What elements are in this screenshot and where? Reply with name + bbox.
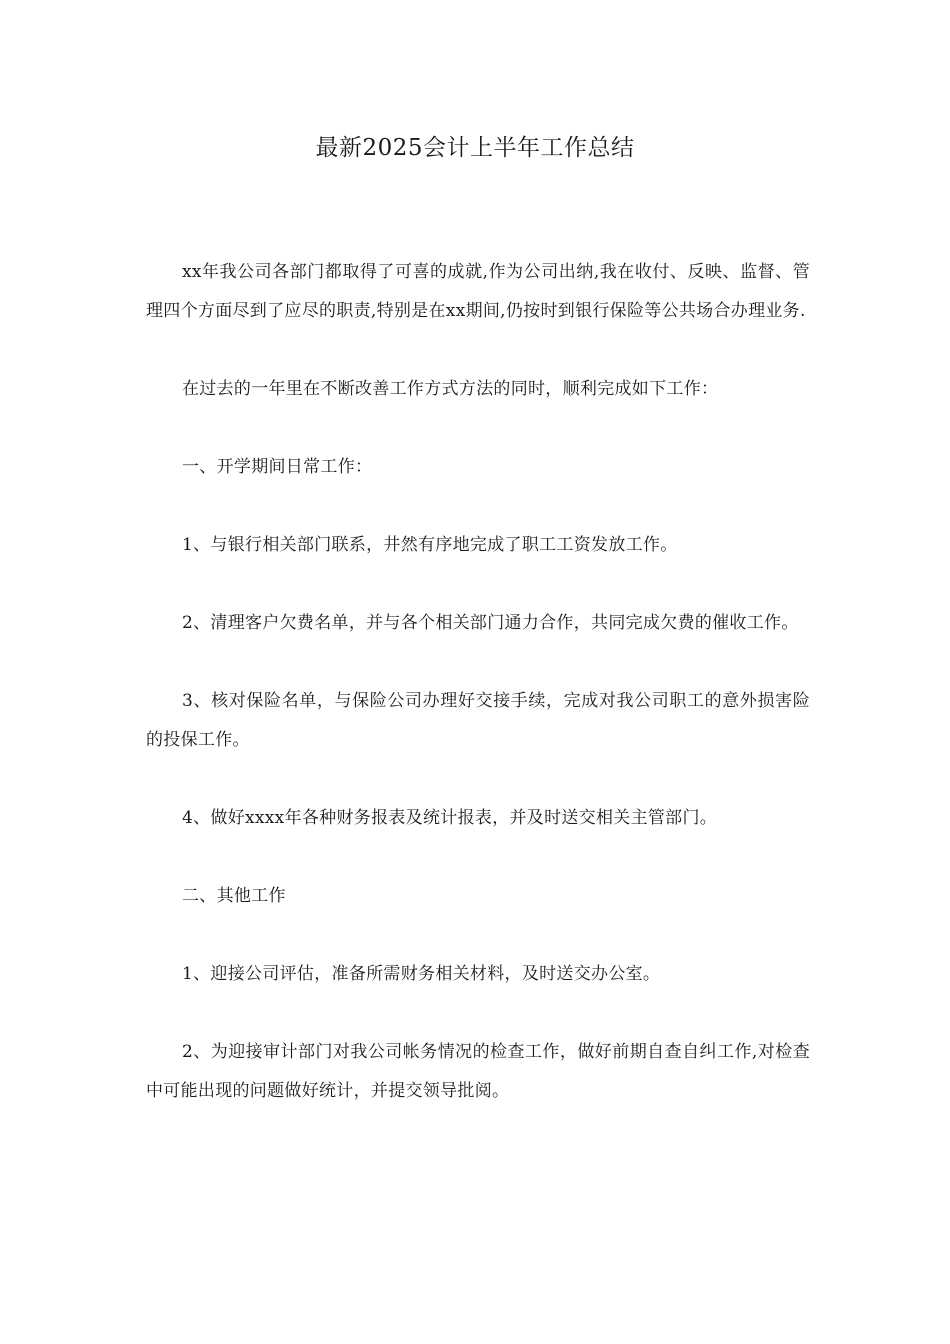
list-item-evaluation: 1、迎接公司评估，准备所需财务相关材料，及时送交办公室。: [182, 964, 661, 984]
document-title: 最新2025会计上半年工作总结: [315, 135, 635, 161]
list-item-arrears: 2、清理客户欠费名单，并与各个相关部门通力合作，共同完成欠费的催收工作。: [182, 613, 799, 633]
document-body: [146, 253, 810, 1111]
section-heading-daily-work: 一、开学期间日常工作：: [182, 457, 373, 477]
section-heading-other-work: 二、其他工作: [182, 886, 286, 906]
paragraph-intro: xx年我公司各部门都取得了可喜的成就,作为公司出纳,我在收付、反映、监督、管理四个方面尽到了应尽的职责,特别是在xx期间,仍按时到银行保险等公共场合办理业务.: [146, 262, 810, 321]
list-item-reports: 4、做好xxxx年各种财务报表及统计报表，并及时送交相关主管部门。: [182, 808, 718, 828]
list-item-audit: 2、为迎接审计部门对我公司帐务情况的检查工作，做好前期自查自纠工作,对检查中可能出现的问题做好统计，并提交领导批阅。: [146, 1042, 810, 1101]
paragraph-summary-lead: 在过去的一年里在不断改善工作方式方法的同时，顺利完成如下工作：: [182, 379, 719, 399]
list-item-salary: 1、与银行相关部门联系，井然有序地完成了职工工资发放工作。: [182, 535, 678, 555]
list-item-insurance: 3、核对保险名单，与保险公司办理好交接手续，完成对我公司职工的意外损害险的投保工作。: [146, 691, 810, 750]
